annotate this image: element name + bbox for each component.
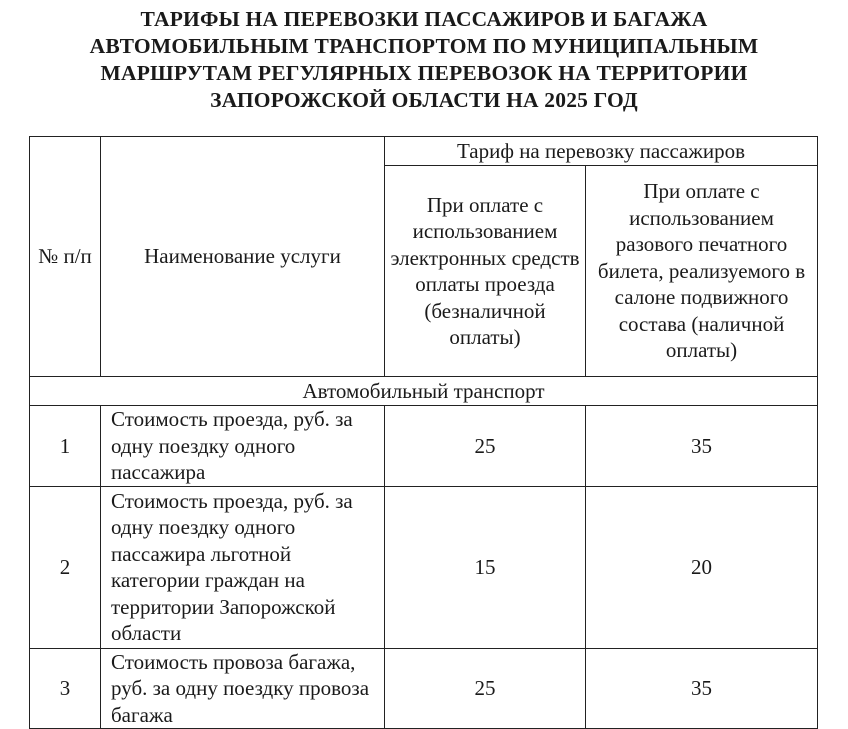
row-number: 1 bbox=[30, 406, 101, 487]
table-header-row bbox=[30, 137, 818, 166]
row-cashless-price: 25 bbox=[385, 648, 586, 729]
document-title bbox=[0, 6, 848, 114]
row-cash-price: 35 bbox=[586, 648, 818, 729]
title-line-4: ЗАПОРОЖСКОЙ ОБЛАСТИ НА 2025 ГОД bbox=[210, 88, 638, 112]
row-service: Стоимость провоза багажа, руб. за одну поездку провоза багажа bbox=[101, 648, 385, 729]
row-cash-price: 20 bbox=[586, 486, 818, 648]
section-row bbox=[30, 377, 818, 406]
header-cash: При оплате с использованием разового печатного билета, реализуемого в салоне подвижного состава (наличной оплаты) bbox=[586, 166, 818, 377]
row-number: 2 bbox=[30, 486, 101, 648]
title-line-1: ТАРИФЫ НА ПЕРЕВОЗКИ ПАССАЖИРОВ И БАГАЖА bbox=[140, 7, 708, 31]
table-row bbox=[30, 648, 818, 729]
header-service: Наименование услуги bbox=[101, 137, 385, 377]
title-line-3: МАРШРУТАМ РЕГУЛЯРНЫХ ПЕРЕВОЗОК НА ТЕРРИТОРИИ bbox=[100, 61, 748, 85]
row-service: Стоимость проезда, руб. за одну поездку одного пассажира льготной категории граждан на территории Запорожской области bbox=[101, 486, 385, 648]
row-service: Стоимость проезда, руб. за одну поездку одного пассажира bbox=[101, 406, 385, 487]
header-cashless: При оплате с использованием электронных средств оплаты проезда (безналичной оплаты) bbox=[385, 166, 586, 377]
header-number: № п/п bbox=[30, 137, 101, 377]
row-cash-price: 35 bbox=[586, 406, 818, 487]
header-tariff-group: Тариф на перевозку пассажиров bbox=[385, 137, 818, 166]
section-title: Автомобильный транспорт bbox=[30, 377, 818, 406]
row-number: 3 bbox=[30, 648, 101, 729]
row-cashless-price: 15 bbox=[385, 486, 586, 648]
title-line-2: АВТОМОБИЛЬНЫМ ТРАНСПОРТОМ ПО МУНИЦИПАЛЬНЫМ bbox=[89, 34, 759, 58]
table-row bbox=[30, 486, 818, 648]
row-cashless-price: 25 bbox=[385, 406, 586, 487]
tariff-table bbox=[29, 136, 818, 729]
table-row bbox=[30, 406, 818, 487]
